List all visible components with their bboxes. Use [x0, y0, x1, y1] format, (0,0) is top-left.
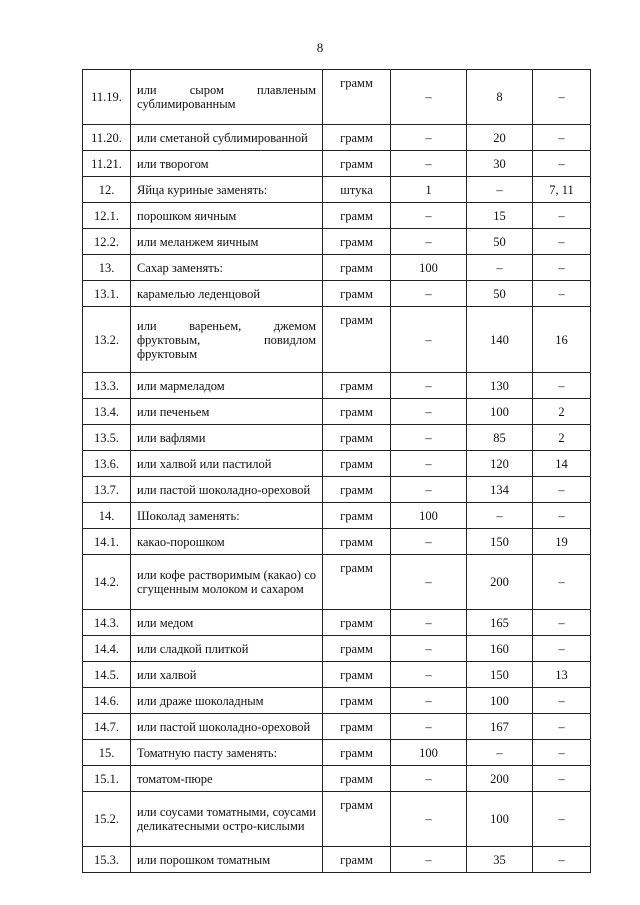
row-number-cell: 13.4. [83, 399, 131, 425]
unit-cell: грамм [323, 151, 391, 177]
base-quantity-cell: – [391, 203, 467, 229]
product-name-cell: или соусами томатными, соусами деликатесными остро-кислыми [131, 792, 323, 847]
substitute-quantity-cell: 200 [467, 766, 533, 792]
unit-cell: грамм [323, 688, 391, 714]
table-row [83, 151, 591, 177]
row-number-cell: 15. [83, 740, 131, 766]
base-quantity-cell: – [391, 425, 467, 451]
table-row [83, 451, 591, 477]
note-cell: – [533, 766, 591, 792]
table-row [83, 662, 591, 688]
row-number-cell: 13.3. [83, 373, 131, 399]
product-name-cell: Шоколад заменять: [131, 503, 323, 529]
product-name-cell: или халвой [131, 662, 323, 688]
note-cell: – [533, 610, 591, 636]
row-number-cell: 11.21. [83, 151, 131, 177]
product-name-cell: или пастой шоколадно-ореховой [131, 714, 323, 740]
product-name-cell: томатом-пюре [131, 766, 323, 792]
note-cell: – [533, 203, 591, 229]
base-quantity-cell: – [391, 792, 467, 847]
base-quantity-cell: – [391, 477, 467, 503]
table-row [83, 766, 591, 792]
table-row [83, 714, 591, 740]
row-number-cell: 12. [83, 177, 131, 203]
unit-cell: грамм [323, 847, 391, 873]
row-number-cell: 13.6. [83, 451, 131, 477]
unit-cell: грамм [323, 229, 391, 255]
substitute-quantity-cell: – [467, 503, 533, 529]
product-name-cell: или мармеладом [131, 373, 323, 399]
substitute-quantity-cell: – [467, 740, 533, 766]
note-cell: 16 [533, 307, 591, 373]
table-row [83, 477, 591, 503]
substitute-quantity-cell: 30 [467, 151, 533, 177]
base-quantity-cell: – [391, 229, 467, 255]
table-row [83, 792, 591, 847]
product-name-cell: или порошком томатным [131, 847, 323, 873]
base-quantity-cell: – [391, 714, 467, 740]
base-quantity-cell: – [391, 610, 467, 636]
base-quantity-cell: 100 [391, 503, 467, 529]
row-number-cell: 12.1. [83, 203, 131, 229]
table-row [83, 847, 591, 873]
base-quantity-cell: – [391, 847, 467, 873]
row-number-cell: 13.7. [83, 477, 131, 503]
table-row [83, 281, 591, 307]
table-row [83, 70, 591, 125]
product-name-cell: Яйца куриные заменять: [131, 177, 323, 203]
note-cell: – [533, 229, 591, 255]
table-row [83, 177, 591, 203]
substitute-quantity-cell: 120 [467, 451, 533, 477]
base-quantity-cell: – [391, 662, 467, 688]
substitute-quantity-cell: 85 [467, 425, 533, 451]
note-cell: – [533, 125, 591, 151]
product-name-cell: или сыром плавленым сублимированным [131, 70, 323, 125]
unit-cell: грамм [323, 766, 391, 792]
table-row [83, 203, 591, 229]
row-number-cell: 15.1. [83, 766, 131, 792]
note-cell: 2 [533, 399, 591, 425]
note-cell: – [533, 373, 591, 399]
product-name-cell: или халвой или пастилой [131, 451, 323, 477]
product-name-cell: Томатную пасту заменять: [131, 740, 323, 766]
table-row [83, 399, 591, 425]
row-number-cell: 15.2. [83, 792, 131, 847]
row-number-cell: 12.2. [83, 229, 131, 255]
base-quantity-cell: – [391, 281, 467, 307]
substitute-quantity-cell: 160 [467, 636, 533, 662]
row-number-cell: 13.1. [83, 281, 131, 307]
row-number-cell: 14.5. [83, 662, 131, 688]
product-name-cell: порошком яичным [131, 203, 323, 229]
substitute-quantity-cell: 150 [467, 529, 533, 555]
base-quantity-cell: – [391, 555, 467, 610]
row-number-cell: 13. [83, 255, 131, 281]
product-name-cell: или меланжем яичным [131, 229, 323, 255]
row-number-cell: 14.2. [83, 555, 131, 610]
row-number-cell: 14.3. [83, 610, 131, 636]
product-name-cell: или вафлями [131, 425, 323, 451]
unit-cell: грамм [323, 203, 391, 229]
unit-cell: грамм [323, 125, 391, 151]
note-cell: 2 [533, 425, 591, 451]
page-number: 8 [316, 40, 324, 55]
substitute-quantity-cell: 15 [467, 203, 533, 229]
row-number-cell: 13.2. [83, 307, 131, 373]
note-cell: – [533, 255, 591, 281]
table-row [83, 610, 591, 636]
unit-cell: грамм [323, 451, 391, 477]
note-cell: – [533, 792, 591, 847]
row-number-cell: 14. [83, 503, 131, 529]
substitution-table [82, 69, 591, 873]
note-cell: 19 [533, 529, 591, 555]
unit-cell: грамм [323, 529, 391, 555]
unit-cell: штука [323, 177, 391, 203]
product-name-cell: или кофе растворимым (какао) со сгущенным молоком и сахаром [131, 555, 323, 610]
table-row [83, 555, 591, 610]
base-quantity-cell: 100 [391, 255, 467, 281]
note-cell: – [533, 688, 591, 714]
substitute-quantity-cell: 8 [467, 70, 533, 125]
base-quantity-cell: – [391, 373, 467, 399]
base-quantity-cell: 1 [391, 177, 467, 203]
row-number-cell: 14.1. [83, 529, 131, 555]
substitute-quantity-cell: – [467, 177, 533, 203]
table-row [83, 229, 591, 255]
substitute-quantity-cell: 150 [467, 662, 533, 688]
table-row [83, 125, 591, 151]
unit-cell: грамм [323, 740, 391, 766]
substitute-quantity-cell: 165 [467, 610, 533, 636]
note-cell: – [533, 477, 591, 503]
substitute-quantity-cell: 100 [467, 688, 533, 714]
unit-cell: грамм [323, 425, 391, 451]
row-number-cell: 11.19. [83, 70, 131, 125]
base-quantity-cell: – [391, 151, 467, 177]
unit-cell: грамм [323, 714, 391, 740]
table-row [83, 255, 591, 281]
note-cell: – [533, 847, 591, 873]
unit-cell: грамм [323, 610, 391, 636]
substitute-quantity-cell: 100 [467, 792, 533, 847]
base-quantity-cell: – [391, 125, 467, 151]
row-number-cell: 14.6. [83, 688, 131, 714]
unit-cell: грамм [323, 307, 391, 373]
product-name-cell: какао-порошком [131, 529, 323, 555]
note-cell: – [533, 503, 591, 529]
unit-cell: грамм [323, 255, 391, 281]
product-name-cell: или вареньем, джемом фруктовым, повидлом фруктовым [131, 307, 323, 373]
substitute-quantity-cell: 50 [467, 229, 533, 255]
substitute-quantity-cell: 200 [467, 555, 533, 610]
product-name-cell: или пастой шоколадно-ореховой [131, 477, 323, 503]
note-cell: 13 [533, 662, 591, 688]
note-cell: – [533, 555, 591, 610]
unit-cell: грамм [323, 555, 391, 610]
row-number-cell: 15.3. [83, 847, 131, 873]
note-cell: 14 [533, 451, 591, 477]
table-row [83, 529, 591, 555]
table-row [83, 688, 591, 714]
table-body [83, 70, 591, 873]
unit-cell: грамм [323, 477, 391, 503]
note-cell: 7, 11 [533, 177, 591, 203]
substitute-quantity-cell: 20 [467, 125, 533, 151]
unit-cell: грамм [323, 662, 391, 688]
base-quantity-cell: – [391, 688, 467, 714]
table-row [83, 636, 591, 662]
substitute-quantity-cell: 50 [467, 281, 533, 307]
base-quantity-cell: – [391, 307, 467, 373]
base-quantity-cell: – [391, 399, 467, 425]
base-quantity-cell: – [391, 451, 467, 477]
product-name-cell: карамелью леденцовой [131, 281, 323, 307]
note-cell: – [533, 151, 591, 177]
row-number-cell: 14.4. [83, 636, 131, 662]
base-quantity-cell: – [391, 529, 467, 555]
base-quantity-cell: – [391, 70, 467, 125]
table-row [83, 425, 591, 451]
product-name-cell: или медом [131, 610, 323, 636]
note-cell: – [533, 70, 591, 125]
substitute-quantity-cell: 130 [467, 373, 533, 399]
note-cell: – [533, 740, 591, 766]
base-quantity-cell: 100 [391, 740, 467, 766]
substitute-quantity-cell: 134 [467, 477, 533, 503]
product-name-cell: Сахар заменять: [131, 255, 323, 281]
product-name-cell: или творогом [131, 151, 323, 177]
product-name-cell: или сметаной сублимированной [131, 125, 323, 151]
substitute-quantity-cell: 140 [467, 307, 533, 373]
base-quantity-cell: – [391, 766, 467, 792]
product-name-cell: или драже шоколадным [131, 688, 323, 714]
table-row [83, 503, 591, 529]
substitute-quantity-cell: 167 [467, 714, 533, 740]
table-row [83, 373, 591, 399]
unit-cell: грамм [323, 399, 391, 425]
base-quantity-cell: – [391, 636, 467, 662]
product-name-cell: или сладкой плиткой [131, 636, 323, 662]
unit-cell: грамм [323, 70, 391, 125]
row-number-cell: 11.20. [83, 125, 131, 151]
substitute-quantity-cell: 35 [467, 847, 533, 873]
unit-cell: грамм [323, 281, 391, 307]
unit-cell: грамм [323, 503, 391, 529]
note-cell: – [533, 281, 591, 307]
substitute-quantity-cell: – [467, 255, 533, 281]
table-row [83, 740, 591, 766]
table-row [83, 307, 591, 373]
row-number-cell: 13.5. [83, 425, 131, 451]
row-number-cell: 14.7. [83, 714, 131, 740]
unit-cell: грамм [323, 636, 391, 662]
unit-cell: грамм [323, 792, 391, 847]
substitute-quantity-cell: 100 [467, 399, 533, 425]
note-cell: – [533, 636, 591, 662]
product-name-cell: или печеньем [131, 399, 323, 425]
note-cell: – [533, 714, 591, 740]
unit-cell: грамм [323, 373, 391, 399]
